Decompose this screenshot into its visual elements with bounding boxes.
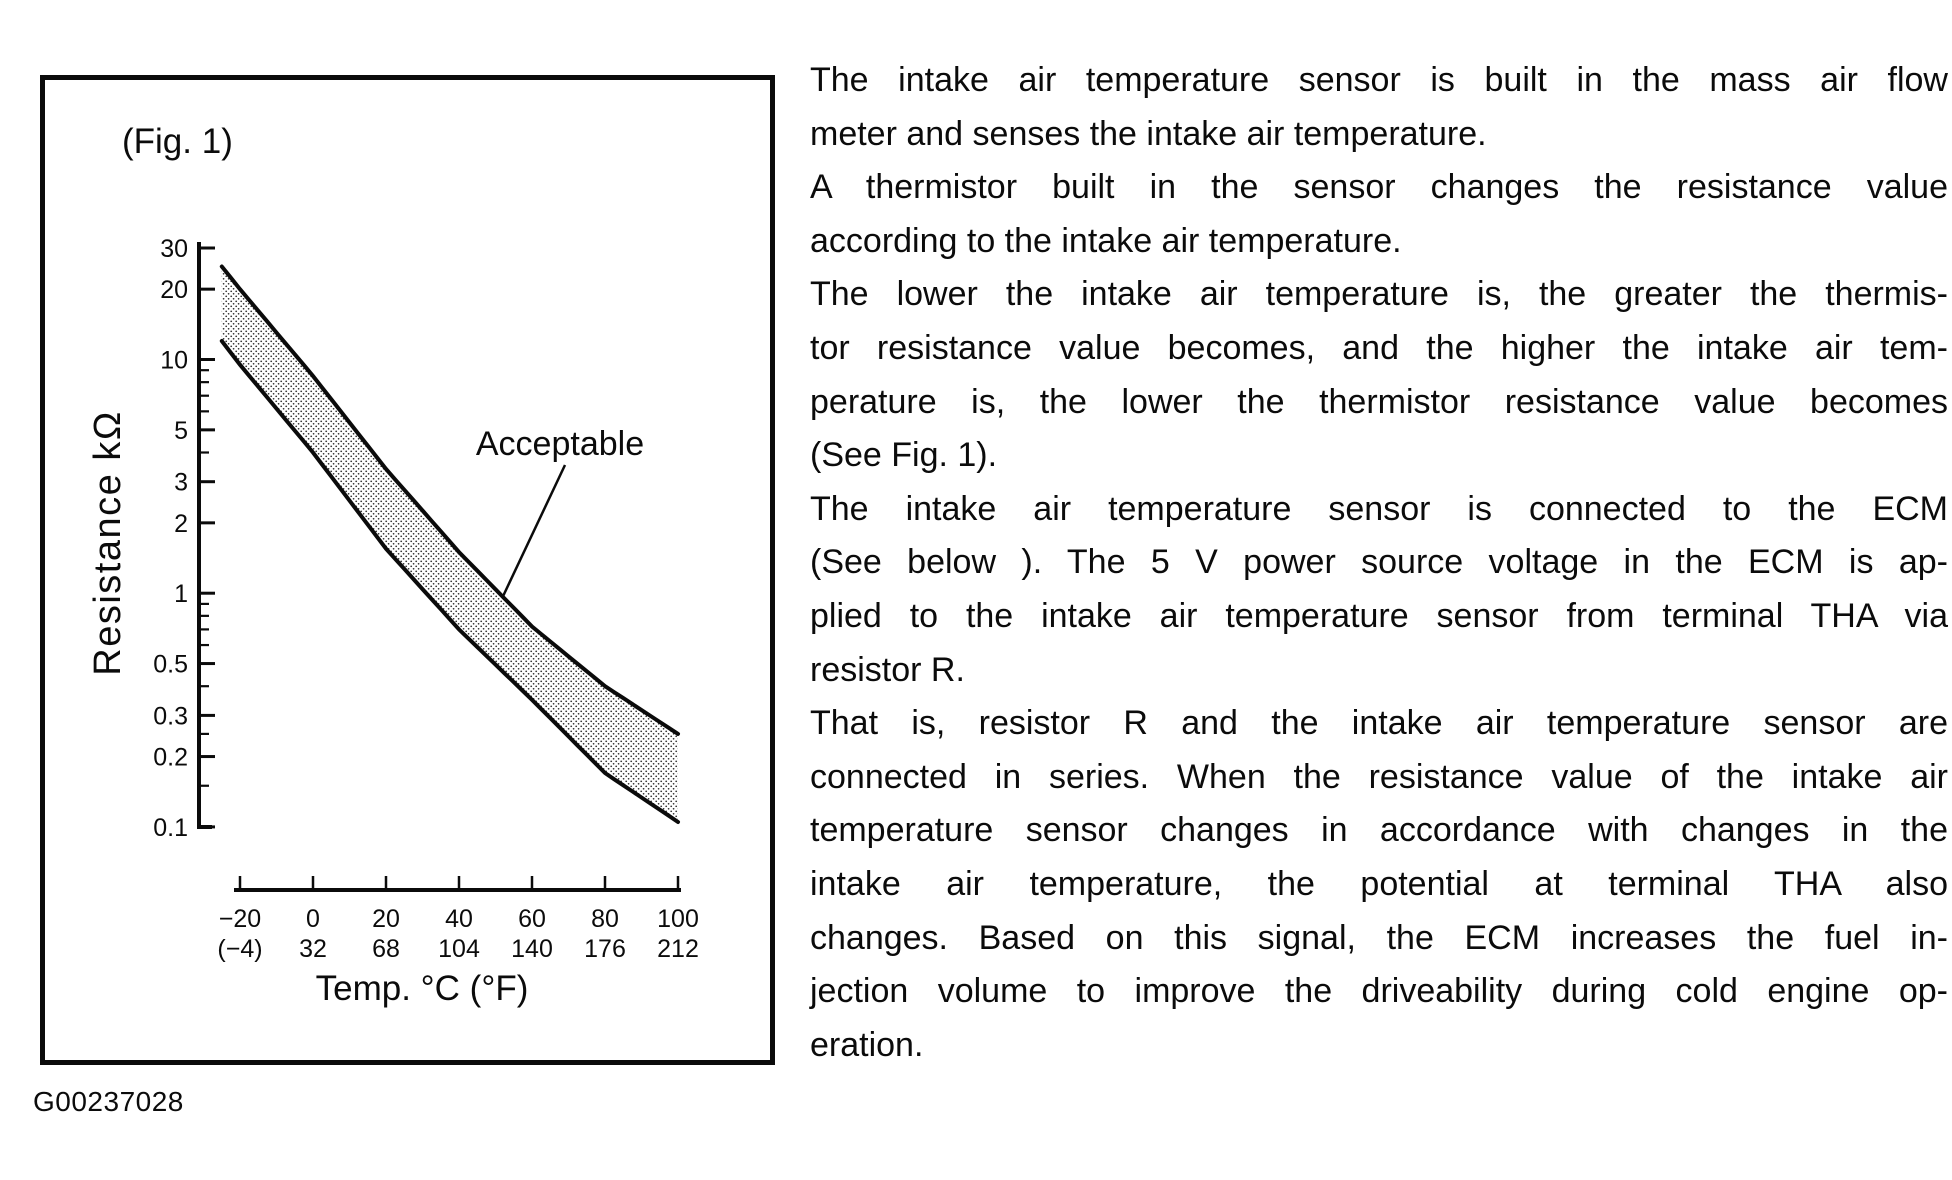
text-line: intake air temperature, the potential at terminal THA also: [810, 864, 1948, 903]
y-tick-label: 0.3: [153, 702, 188, 731]
x-tick-label-f: 32: [299, 935, 327, 963]
text-line: meter and senses the intake air temperature.: [810, 114, 1487, 153]
x-tick-label-f: 104: [438, 935, 480, 963]
x-tick-label-c: 40: [445, 905, 473, 933]
y-tick-label: 1: [174, 580, 188, 609]
x-tick-label-f: 68: [372, 935, 400, 963]
text-line: The intake air temperature sensor is connected to the ECM: [810, 489, 1948, 528]
acceptable-label: Acceptable: [475, 425, 645, 463]
x-tick-label-c: 60: [518, 905, 546, 933]
text-line: (See Fig. 1).: [810, 436, 998, 475]
y-tick-label: 10: [160, 346, 188, 375]
text-line: connected in series. When the resistance value of the intake air: [810, 757, 1948, 796]
figure-code: G00237028: [33, 1086, 184, 1117]
text-line: eration.: [810, 1025, 924, 1064]
x-tick-label-f: 212: [657, 935, 699, 963]
text-line: A thermistor built in the sensor changes the resistance value: [810, 168, 1948, 207]
description-text: [810, 54, 1948, 1072]
resistance-temperature-chart: [40, 75, 775, 1065]
y-tick-label: 0.5: [153, 650, 188, 679]
y-axis-title: Resistance kΩ: [87, 410, 129, 676]
text-line: according to the intake air temperature.: [810, 221, 1402, 260]
y-tick-label: 20: [160, 276, 188, 305]
x-tick-label-c: 100: [657, 905, 699, 933]
x-axis: [217, 876, 698, 963]
text-line: jection volume to improve the driveability during cold engine op-: [810, 972, 1948, 1011]
text-line: perature is, the lower the thermistor resistance value becomes: [810, 382, 1948, 421]
text-line: (See below ). The 5 V power source voltage in the ECM is ap-: [810, 543, 1948, 582]
text-line: changes. Based on this signal, the ECM increases the fuel in-: [810, 918, 1948, 957]
y-axis: [153, 235, 215, 842]
y-tick-label: 5: [174, 416, 188, 445]
y-tick-label: 2: [174, 509, 188, 538]
x-axis-title: Temp. °C (°F): [315, 969, 529, 1008]
x-tick-label-c: −20: [218, 905, 262, 933]
text-line: The intake air temperature sensor is built in the mass air flow: [810, 61, 1948, 99]
text-line: tor resistance value becomes, and the higher the intake air tem-: [810, 328, 1948, 367]
text-line: The lower the intake air temperature is, the greater the thermis-: [810, 275, 1948, 314]
text-line: temperature sensor changes in accordance with changes in the: [810, 811, 1948, 850]
x-tick-label-f: (−4): [217, 935, 263, 963]
text-line: resistor R.: [810, 650, 965, 689]
text-line: That is, resistor R and the intake air temperature sensor are: [810, 704, 1948, 743]
y-tick-label: 0.2: [153, 743, 188, 772]
x-tick-label-c: 20: [372, 905, 400, 933]
x-tick-label-f: 140: [511, 935, 553, 963]
y-tick-label: 3: [174, 468, 188, 497]
y-tick-label: 30: [160, 235, 188, 263]
x-tick-label-c: 80: [591, 905, 619, 933]
x-tick-label-c: 0: [306, 905, 320, 933]
text-line: plied to the intake air temperature sensor from terminal THA via: [810, 596, 1948, 635]
acceptable-leader-line: [503, 465, 565, 597]
figure-label: (Fig. 1): [122, 122, 233, 161]
acceptable-upper-limit-line: [222, 267, 678, 734]
y-tick-label: 0.1: [153, 813, 188, 842]
x-tick-label-f: 176: [584, 935, 626, 963]
